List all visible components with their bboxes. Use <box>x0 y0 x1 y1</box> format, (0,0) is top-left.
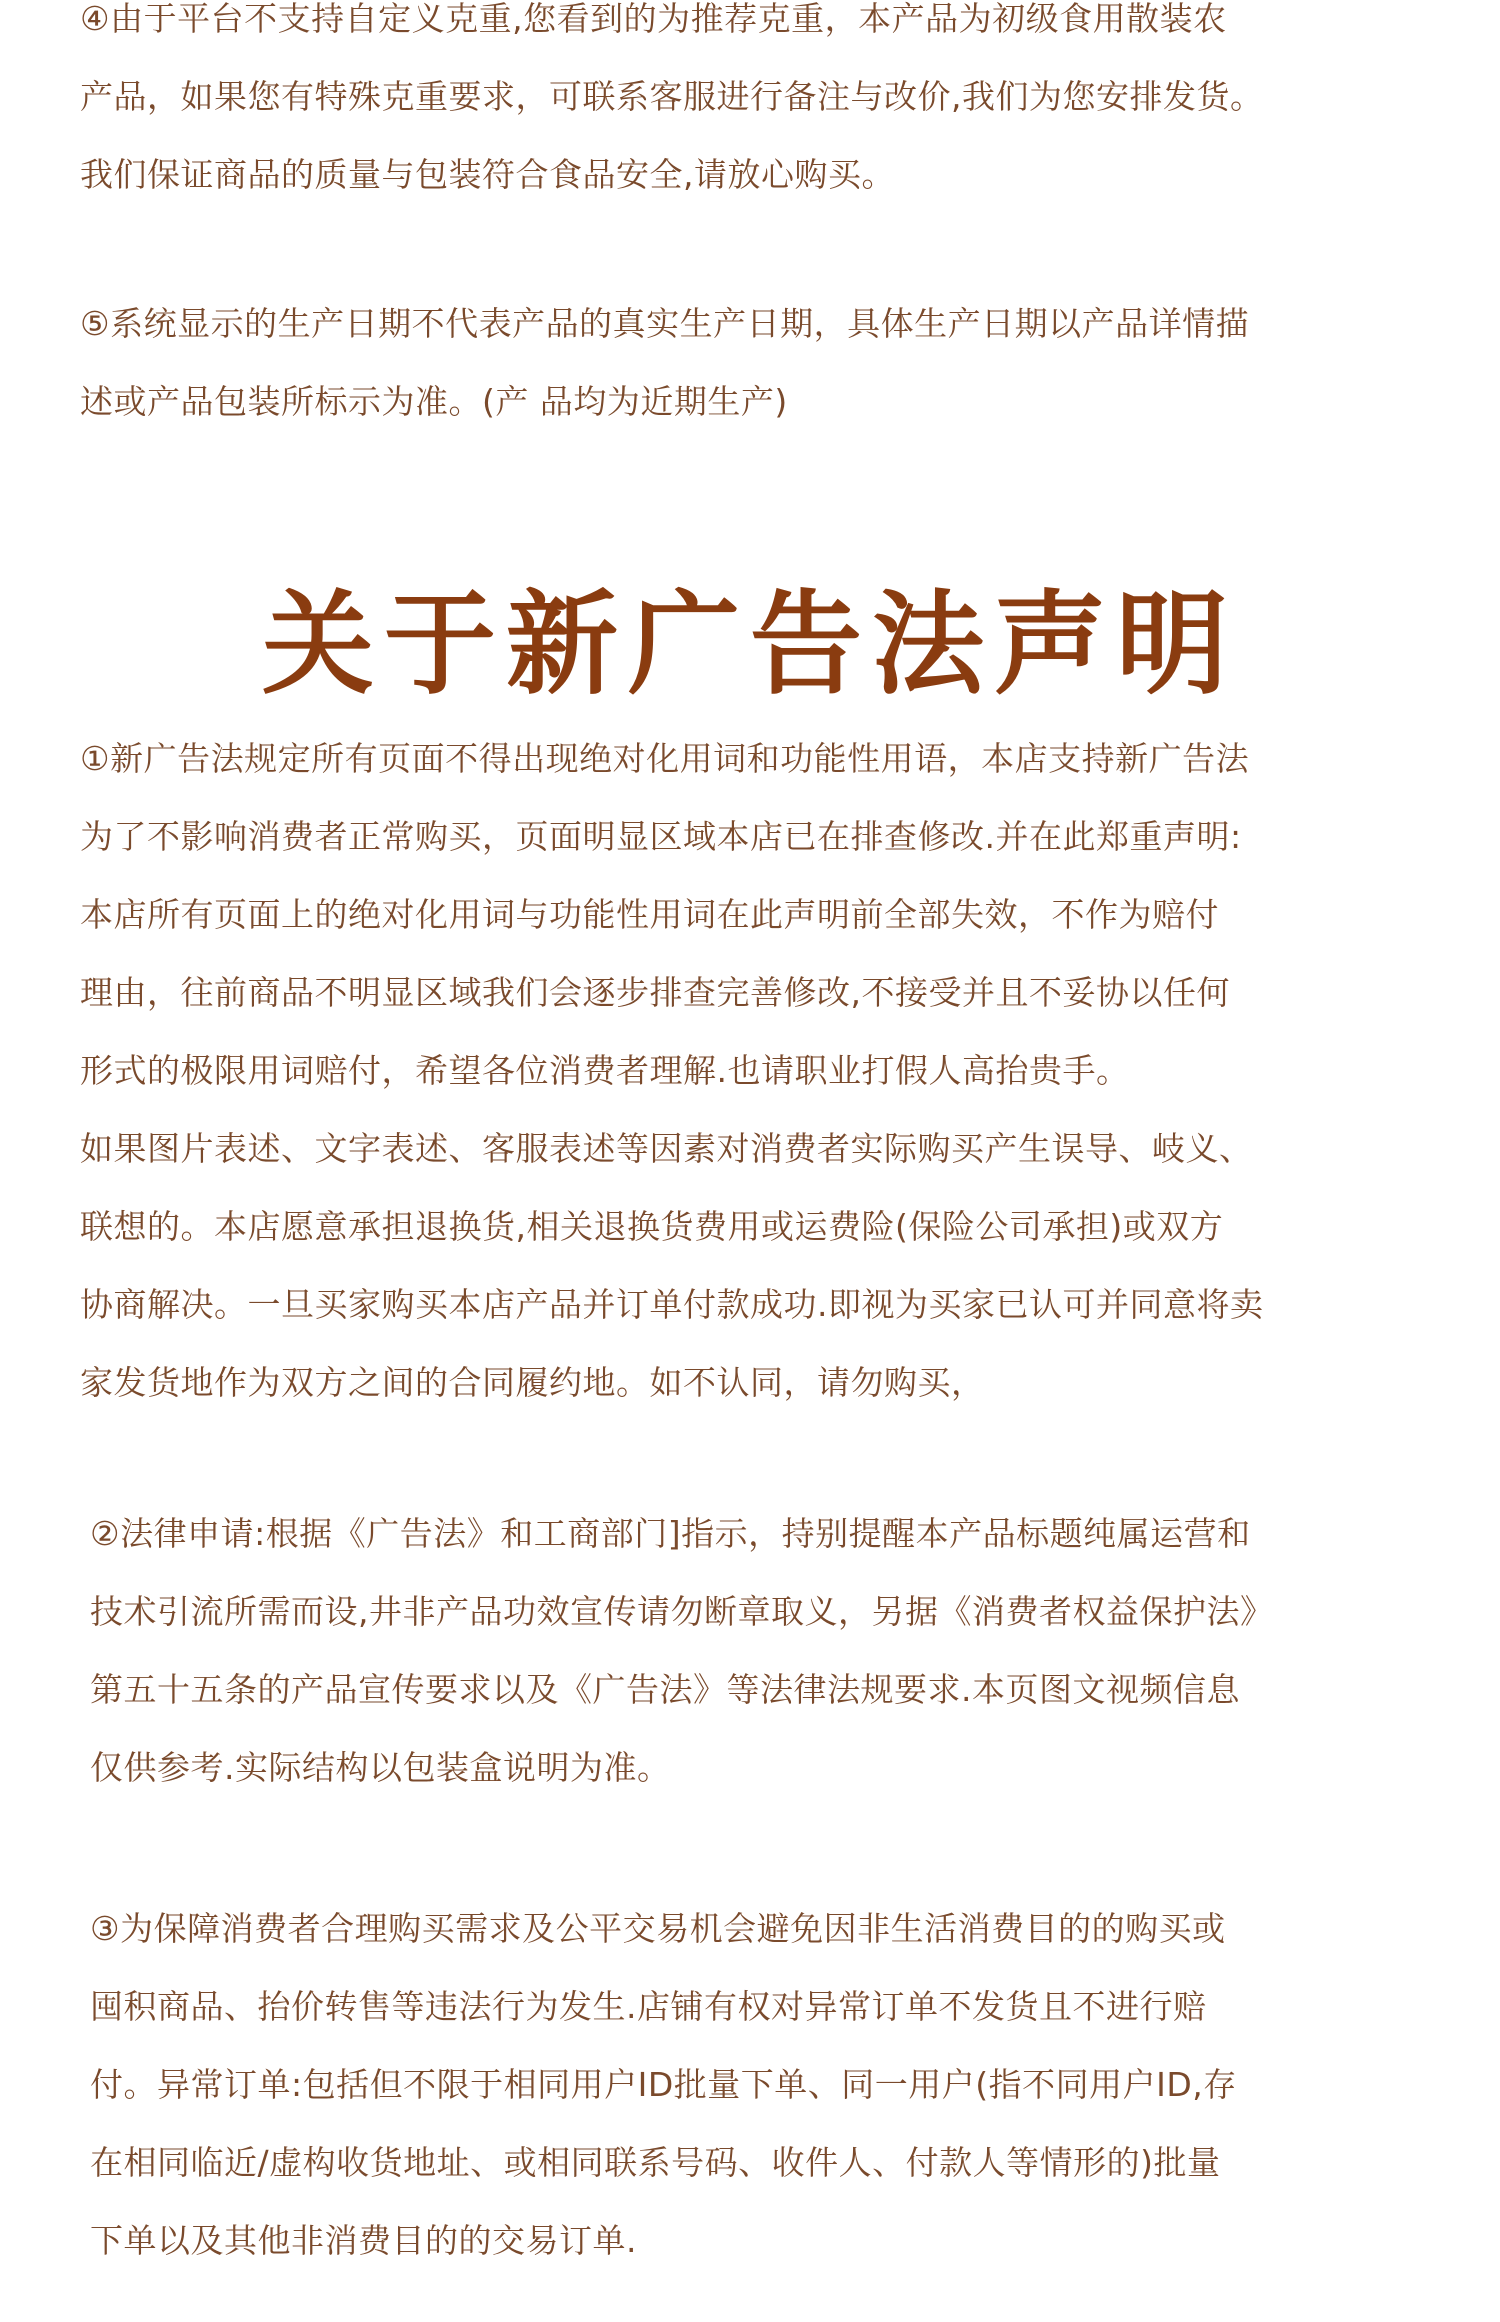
paragraph-line: 仅供参考.实际结构以包装盒说明为准。 <box>90 1748 671 1787</box>
paragraph-line: ①新广告法规定所有页面不得出现绝对化用词和功能性用语，本店支持新广告法 <box>80 739 1250 778</box>
paragraph-line: ④由于平台不支持自定义克重,您看到的为推荐克重，本产品为初级食用散装农 <box>80 0 1227 38</box>
paragraph-line: 如果图片表述、文字表述、客服表述等因素对消费者实际购买产生误导、岐义、 <box>80 1129 1253 1168</box>
note-5-paragraph <box>80 285 1249 441</box>
paragraph-line: 协商解决。一旦买家购买本店产品并订单付款成功.即视为买家已认可并同意将卖 <box>80 1285 1264 1324</box>
paragraph-line: ③为保障消费者合理购买需求及公平交易机会避免因非生活消费目的的购买或 <box>90 1909 1226 1948</box>
section-title: 关于新广告法声明 <box>262 579 1238 711</box>
paragraph-line: 我们保证商品的质量与包装符合食品安全,请放心购买。 <box>80 155 895 194</box>
statement-1-paragraph <box>80 720 1264 1422</box>
paragraph-line: 述或产品包装所标示为准。(产 品均为近期生产) <box>80 382 788 421</box>
statement-2-paragraph <box>90 1495 1274 1807</box>
paragraph-line: 第五十五条的产品宣传要求以及《广告法》等法律法规要求.本页图文视频信息 <box>90 1670 1240 1709</box>
paragraph-line: 联想的。本店愿意承担退换货,相关退换货费用或运费险(保险公司承担)或双方 <box>80 1207 1224 1246</box>
paragraph-line: 形式的极限用词赔付，希望各位消费者理解.也请职业打假人高抬贵手。 <box>80 1051 1130 1090</box>
paragraph-line: 囤积商品、抬价转售等违法行为发生.店铺有权对异常订单不发货且不进行赔 <box>90 1987 1207 2026</box>
paragraph-line: 付。异常订单:包括但不限于相同用户ID批量下单、同一用户(指不同用户ID,存 <box>90 2065 1237 2104</box>
paragraph-line: 本店所有页面上的绝对化用词与功能性用词在此声明前全部失效，不作为赔付 <box>80 895 1219 934</box>
paragraph-line: ②法律申请:根据《广告法》和工商部门]指示，持别提醒本产品标题纯属运营和 <box>90 1514 1251 1553</box>
paragraph-line: 下单以及其他非消费目的的交易订单. <box>90 2221 637 2260</box>
paragraph-line: 在相同临近/虚构收货地址、或相同联系号码、收件人、付款人等情形的)批量 <box>90 2143 1221 2182</box>
statement-3-paragraph <box>90 1890 1237 2280</box>
paragraph-line: 技术引流所需而设,井非产品功效宣传请勿断章取义，另据《消费者权益保护法》 <box>90 1592 1274 1631</box>
paragraph-line: 家发货地作为双方之间的合同履约地。如不认同，请勿购买， <box>80 1363 985 1402</box>
paragraph-line: 产品，如果您有特殊克重要求，可联系客服进行备注与改价,我们为您安排发货。 <box>80 77 1264 116</box>
note-4-paragraph <box>80 0 1264 214</box>
paragraph-line: 理由，往前商品不明显区域我们会逐步排查完善修改,不接受并且不妥协以任何 <box>80 973 1230 1012</box>
paragraph-line: ⑤系统显示的生产日期不代表产品的真实生产日期，具体生产日期以产品详情描 <box>80 304 1250 343</box>
paragraph-line: 为了不影响消费者正常购买，页面明显区域本店已在排查修改.并在此郑重声明: <box>80 817 1242 856</box>
